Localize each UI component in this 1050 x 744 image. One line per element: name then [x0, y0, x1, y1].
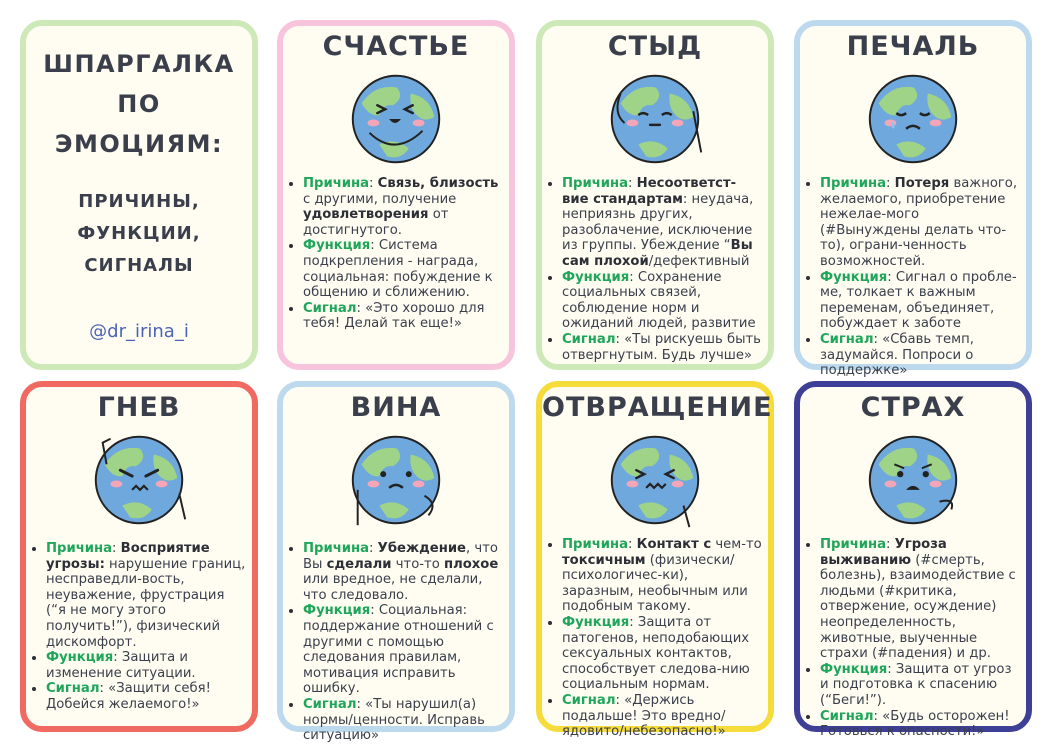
cause-item [46, 541, 246, 650]
cause-label: Причина [562, 537, 629, 552]
cause-text: (#смерть, болезнь), взаимодействие с людьми (#критика, отвержение, осуждение) неопределенность, животные, выученные страхи (#падения) и др. [820, 552, 1016, 662]
globe-guilt-icon [340, 425, 452, 537]
signal-item [562, 332, 762, 363]
intro-title-line: ШПАРГАЛКА [43, 50, 235, 78]
function-label: Функция [46, 650, 114, 666]
cause-text: с другими, получение [303, 191, 457, 207]
signal-item [820, 332, 1020, 379]
intro-subtitle-line: СИГНАЛЫ [84, 255, 194, 276]
function-label: Функция [820, 661, 888, 677]
cause-label: Причина [562, 176, 629, 191]
cause-label: Причина [820, 176, 887, 191]
cause-text: от достигнутого. [303, 207, 449, 238]
function-text: : Сохранение социальных связей, соблюдение норм и ожиданий людей, развитие [562, 269, 756, 332]
cause-text: Угроза выживанию [820, 537, 947, 568]
function-item [46, 650, 246, 681]
signal-text: : «Ты нарушил(а) нормы/ценности. Исправь ситуацию» [303, 696, 485, 744]
intro-subtitle-line: ФУНКЦИИ, [77, 223, 201, 244]
globe-angry-icon [83, 425, 195, 537]
cause-text: или вредное, не сделали, что следовало. [303, 572, 483, 603]
facts-list [800, 176, 1026, 379]
signal-label: Сигнал [562, 331, 616, 347]
globe-illustration [26, 425, 252, 537]
cause-text: Вы сам плохой [562, 238, 753, 269]
emotion-card-sadness [794, 20, 1032, 379]
intro-subtitle [26, 186, 252, 282]
function-label: Функция [303, 603, 371, 619]
cause-text: чем-то [711, 537, 762, 552]
globe-fear-icon [857, 425, 969, 537]
cause-item [820, 537, 1020, 662]
emotion-card-happiness [277, 20, 515, 370]
cause-item [303, 541, 503, 603]
cause-text: : неудача, неприязнь других, разоблачение, исключение из группы. Убеждение “ [562, 191, 754, 254]
function-item [820, 662, 1020, 709]
cause-text: что-то [391, 556, 444, 572]
cause-text: : [886, 537, 895, 552]
emotion-card-disgust [536, 381, 774, 740]
signal-text: : «Сбавь темп, задумайся. Попроси о поддержке» [820, 331, 974, 379]
emotion-card-anger [20, 381, 258, 732]
globe-illustration [283, 64, 509, 176]
card-title: СЧАСТЬЕ [322, 31, 470, 62]
function-text: : Защита от угроз и подготовка к спасению (“Беги!”). [820, 661, 1012, 708]
signal-item [303, 301, 503, 332]
function-item [303, 238, 503, 300]
emotion-card-fear [794, 381, 1032, 740]
globe-illustration [800, 64, 1026, 176]
intro-title-line: ПО [117, 90, 161, 118]
function-item [303, 603, 503, 697]
signal-item [562, 693, 762, 740]
globe-happy-icon [340, 64, 452, 176]
intro-title-line: ЭМОЦИЯМ: [54, 130, 224, 158]
cause-label: Причина [820, 537, 887, 552]
signal-label: Сигнал [820, 331, 874, 347]
cause-label: Причина [303, 541, 370, 556]
function-item [562, 615, 762, 693]
cause-item [562, 537, 762, 615]
cause-label: Причина [303, 176, 370, 191]
facts-list [542, 537, 768, 740]
cause-text: (физически/психологичес-ки), заразным, необычным или подобным такому. [562, 552, 748, 615]
signal-item [820, 709, 1020, 740]
function-text: : Система подкрепления - награда, социальная: побуждение к общению и сближению. [303, 238, 493, 301]
card-title: СТЫД [607, 31, 703, 62]
cause-text: Убеждение [377, 541, 467, 556]
card-title: ПЕЧАЛЬ [846, 31, 980, 62]
cause-text: важного, желаемого, приобретение нежелае-мого (#Вынуждены делать что-то), ограни-ченность возможностей. [820, 176, 1018, 269]
card-title: СТРАХ [860, 392, 966, 423]
cause-item [562, 176, 762, 270]
signal-text: : «Держись подальше! Это вредно/ядовито/небезопасно!» [562, 692, 726, 740]
globe-illustration [283, 425, 509, 537]
emotion-card-shame [536, 20, 774, 370]
function-item [820, 270, 1020, 332]
facts-list [283, 176, 509, 332]
cause-text: удовлетворения [303, 207, 429, 223]
globe-sad-icon [857, 64, 969, 176]
signal-text: : «Защити себя! Добейся желаемого!» [46, 681, 211, 712]
facts-list [800, 537, 1026, 740]
cause-text: Контакт с [636, 537, 712, 552]
signal-item [46, 681, 246, 712]
cause-text: Восприятие угрозы: [46, 541, 210, 572]
globe-illustration [542, 64, 768, 176]
facts-list [283, 541, 509, 744]
card-title: ОТВРАЩЕНИЕ [542, 392, 773, 423]
function-text: : Социальная: поддержание отношений с другими с помощью следования правилам, мотивация исправить ошибку. [303, 603, 494, 697]
signal-label: Сигнал [46, 681, 100, 697]
facts-list [542, 176, 768, 363]
cause-text: , что Вы [303, 541, 498, 572]
function-item [562, 270, 762, 332]
function-label: Функция [562, 614, 630, 630]
signal-label: Сигнал [303, 696, 357, 712]
cause-text: : [369, 176, 378, 191]
function-label: Функция [303, 238, 371, 254]
intro-card [20, 20, 258, 370]
card-title: ВИНА [350, 392, 442, 423]
intro-title [26, 44, 252, 164]
globe-illustration [800, 425, 1026, 537]
cause-text: : [112, 541, 121, 556]
signal-text: : «Будь осторожен! Готовься к опасности!» [820, 708, 1010, 740]
function-text: : Защита и изменение ситуации. [46, 650, 196, 681]
cause-text: нарушение границ, несправедли-вость, неуважение, фрустрация (“я не могу этого получить!”), физический дискомфорт. [46, 556, 246, 650]
function-text: : Защита от патогенов, неподобающих сексуальных контактов, способствует следова-нию социальным нормам. [562, 614, 750, 693]
intro-subtitle-line: ПРИЧИНЫ, [78, 191, 200, 212]
facts-list [26, 541, 252, 713]
cause-text: Несоответст-вие стандартам [562, 176, 737, 207]
signal-text: : «Это хорошо для тебя! Делай так еще!» [303, 300, 485, 332]
cause-label: Причина [46, 541, 113, 556]
cause-text: Потеря [894, 176, 950, 191]
cause-text: : [628, 537, 637, 552]
cause-item [820, 176, 1020, 270]
cause-text: /дефективный [648, 253, 750, 269]
globe-shame-icon [599, 64, 711, 176]
cause-text: токсичным [562, 552, 646, 568]
author-handle: @dr_irina_i [89, 321, 189, 342]
function-text: : Сигнал о пробле-ме, толкает к важным переменам, объединяет, побуждает к заботе [820, 269, 1017, 332]
card-title: ГНЕВ [97, 392, 181, 423]
signal-item [303, 697, 503, 744]
cause-text: Связь, близость [377, 176, 499, 191]
cause-text: : [886, 176, 895, 191]
cause-text: сделали [326, 556, 392, 572]
signal-label: Сигнал [562, 692, 616, 708]
signal-text: : «Ты рискуешь быть отвергнутым. Будь лучше» [562, 331, 761, 363]
globe-illustration [542, 425, 768, 537]
globe-disgust-icon [599, 425, 711, 537]
signal-label: Сигнал [303, 300, 357, 316]
signal-label: Сигнал [820, 708, 874, 724]
cause-text: плохое [443, 556, 499, 572]
cause-text: : [369, 541, 378, 556]
cause-text: : [628, 176, 637, 191]
function-label: Функция [820, 269, 888, 285]
emotion-card-guilt [277, 381, 515, 744]
cause-item [303, 176, 503, 238]
function-label: Функция [562, 269, 630, 285]
